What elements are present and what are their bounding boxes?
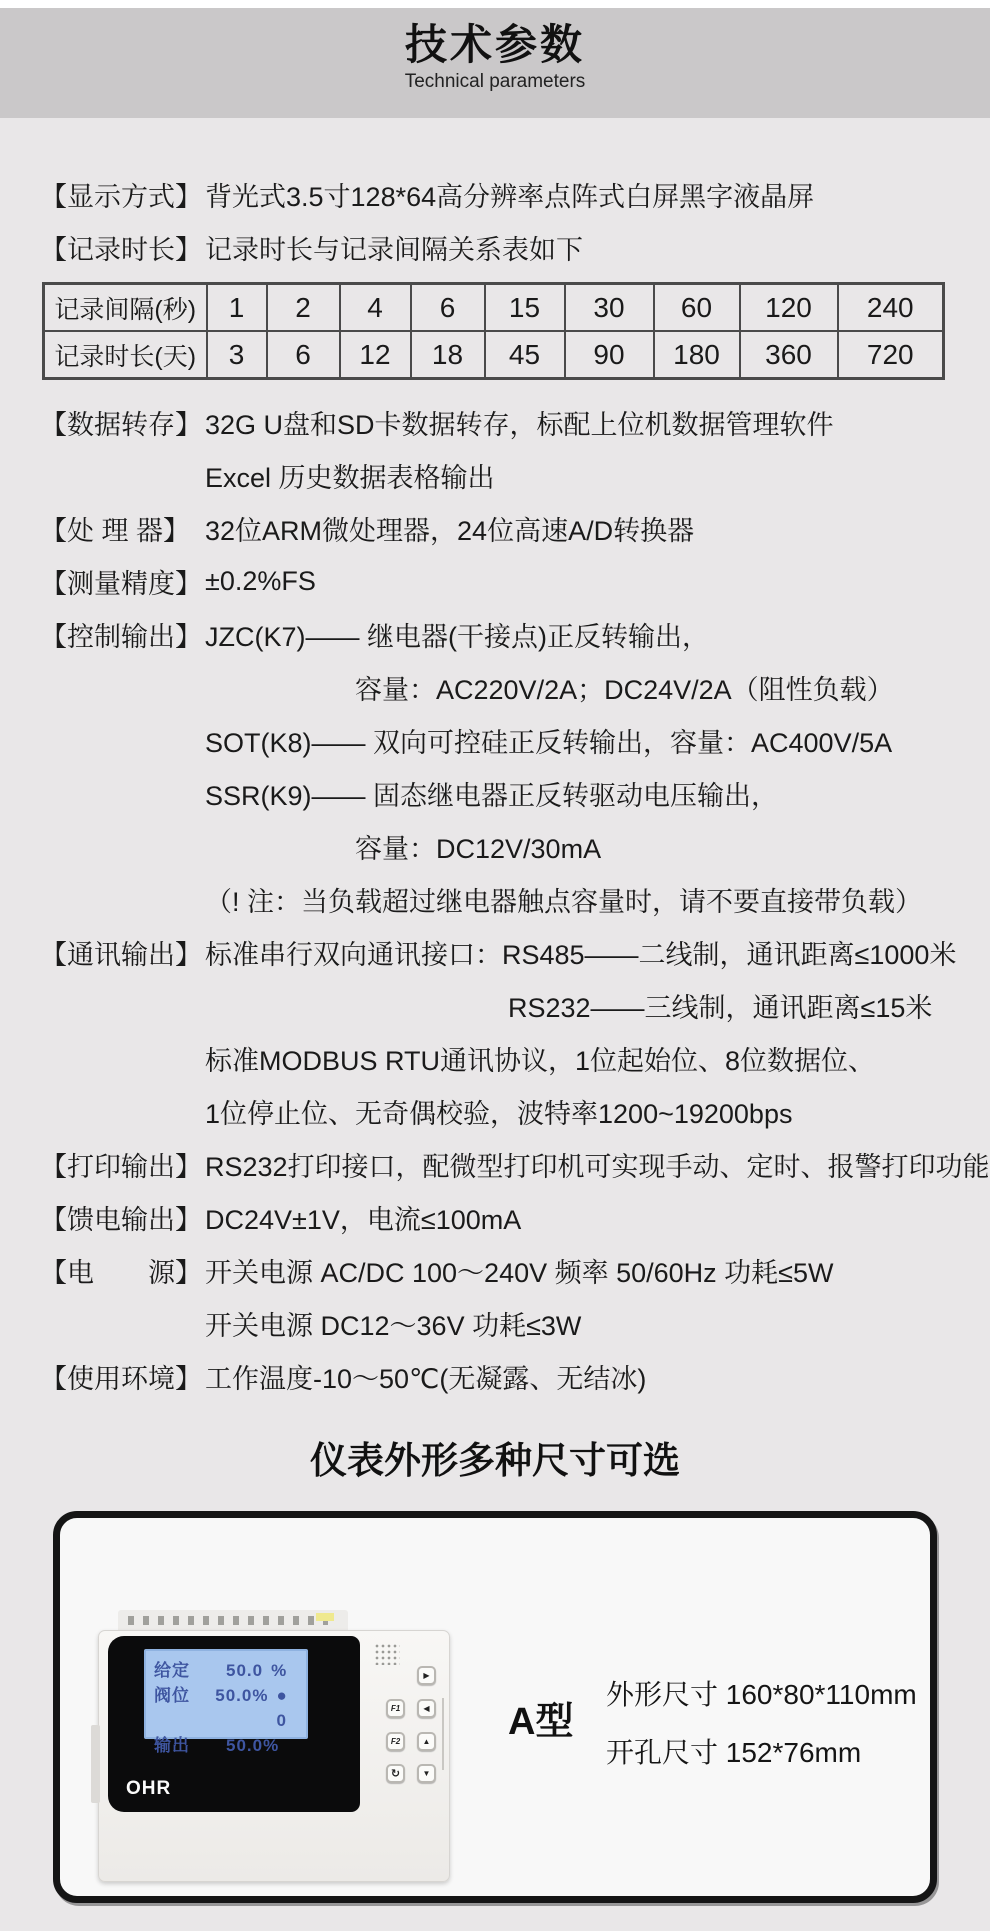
spec-line	[40, 1350, 970, 1403]
brand-logo: OHR	[126, 1778, 172, 1799]
spec-list	[0, 118, 990, 1403]
record-table	[42, 282, 970, 380]
lcd-text: 50.0%	[226, 1736, 280, 1755]
arrow-left-key-icon: ◀	[417, 1699, 436, 1718]
spec-value: SSR(K9)—— 固态继电器正反转驱动电压输出，	[205, 781, 779, 811]
dimension-text	[606, 1666, 917, 1782]
spec-value: RS232——三线制，通讯距离≤15米	[508, 993, 933, 1023]
spec-line	[40, 221, 970, 274]
record-table-row-header: 记录间隔(秒)	[44, 284, 207, 332]
model-label: A型	[508, 1701, 574, 1743]
record-table-cell: 45	[485, 331, 565, 379]
spec-line	[40, 926, 970, 979]
spec-line	[40, 502, 970, 555]
spec-line	[40, 555, 970, 608]
spec-label: 【测量精度】	[40, 569, 202, 599]
spec-line	[40, 979, 970, 1032]
spec-line	[40, 1297, 970, 1350]
arrow-up-key-icon: ▲	[417, 1732, 436, 1751]
spec-value: 32G U盘和SD卡数据转存，标配上位机数据管理软件	[205, 410, 834, 440]
spec-value: SOT(K8)—— 双向可控硅正反转输出，容量：AC400V/5A	[205, 728, 893, 758]
spec-label: 【控制输出】	[40, 622, 202, 652]
spec-value: （! 注：当负载超过继电器触点容量时，请不要直接带负载）	[205, 887, 923, 917]
spec-label: 【处 理 器】	[40, 516, 191, 546]
spec-value: 记录时长与记录间隔关系表如下	[205, 235, 583, 265]
record-table-cell: 2	[267, 284, 340, 332]
record-table-cell: 240	[838, 284, 944, 332]
spec-line	[40, 449, 970, 502]
spec-value: 标准串行双向通讯接口：RS485——二线制，通讯距离≤1000米	[205, 940, 957, 970]
record-table-cell: 60	[654, 284, 740, 332]
label-chip	[316, 1613, 334, 1621]
spec-value: 容量：AC220V/2A；DC24V/2A（阻性负载）	[355, 675, 894, 705]
spec-label: 【记录时长】	[40, 235, 202, 265]
spec-value: RS232打印接口，配微型打印机可实现手动、定时、报警打印功能	[205, 1152, 990, 1182]
top-white-strip	[0, 0, 990, 8]
record-table-cell: 720	[838, 331, 944, 379]
cutout-dimension: 开孔尺寸 152*76mm	[606, 1737, 862, 1768]
f2-key: F2	[386, 1732, 405, 1751]
spec-value: 32位ARM微处理器，24位高速A/D转换器	[205, 516, 695, 546]
record-table-cell: 6	[411, 284, 485, 332]
lcd-screen	[144, 1649, 308, 1755]
spec-line	[40, 714, 970, 767]
spec-line	[40, 767, 970, 820]
spec-line	[40, 820, 970, 873]
spec-line	[40, 1032, 970, 1085]
mounting-tab	[91, 1725, 100, 1803]
lcd-text: %	[271, 1661, 288, 1680]
lcd-row	[154, 1683, 298, 1733]
record-table-cell: 120	[740, 284, 838, 332]
record-table-row	[44, 331, 944, 379]
spec-value: 容量：DC12V/30mA	[355, 834, 602, 864]
spec-label: 【电 源】	[40, 1258, 202, 1288]
spec-line	[40, 873, 970, 926]
lcd-text: 输出	[154, 1736, 190, 1755]
spec-label: 【显示方式】	[40, 182, 202, 212]
spec-label: 【使用环境】	[40, 1364, 202, 1394]
record-table-row-header: 记录时长(天)	[44, 331, 207, 379]
spec-label: 【通讯输出】	[40, 940, 202, 970]
record-table-cell: 18	[411, 331, 485, 379]
spec-value: 1位停止位、无奇偶校验，波特率1200~19200bps	[205, 1099, 793, 1129]
record-table-row	[44, 284, 944, 332]
spec-value: JZC(K7)—— 继电器(干接点)正反转输出，	[205, 622, 709, 652]
record-table-cell: 4	[340, 284, 411, 332]
record-table-cell: 6	[267, 331, 340, 379]
spec-line	[40, 608, 970, 661]
lcd-row	[154, 1658, 298, 1683]
spec-value: 标准MODBUS RTU通讯协议，1位起始位、8位数据位、	[205, 1046, 876, 1076]
record-table-cell: 90	[565, 331, 654, 379]
vent-slots	[128, 1616, 328, 1625]
spec-value: 开关电源 DC12～36V 功耗≤3W	[205, 1311, 582, 1341]
lcd-text: 阀位	[154, 1686, 190, 1705]
spec-line	[40, 168, 970, 221]
spec-value: 工作温度-10～50℃(无凝露、无结冰)	[205, 1364, 647, 1394]
spec-label: 【馈电输出】	[40, 1205, 202, 1235]
record-table-cell: 12	[340, 331, 411, 379]
spec-line	[40, 396, 970, 449]
spec-line	[40, 661, 970, 714]
spec-value: DC24V±1V，电流≤100mA	[205, 1205, 522, 1235]
outline-heading: 仪表外形多种尺寸可选	[310, 1440, 680, 1481]
spec-line	[40, 1085, 970, 1138]
spec-value: ±0.2%FS	[205, 566, 316, 596]
speaker-grille	[374, 1643, 400, 1665]
record-table-cell: 3	[207, 331, 267, 379]
record-table-cell: 1	[207, 284, 267, 332]
outline-box	[53, 1511, 937, 1903]
spec-label: 【数据转存】	[40, 410, 202, 440]
arrow-right-key-icon: ▶	[417, 1666, 436, 1685]
arrow-down-key-icon: ▼	[417, 1764, 436, 1783]
page-header	[0, 8, 990, 118]
lcd-text: ● 0	[276, 1686, 288, 1730]
spec-line	[40, 1191, 970, 1244]
side-slot	[442, 1698, 444, 1770]
record-table-cell: 30	[565, 284, 654, 332]
spec-line	[40, 1244, 970, 1297]
lcd-text: 50.0	[226, 1661, 264, 1680]
loop-key-icon: ↻	[386, 1764, 405, 1783]
spec-value: 背光式3.5寸128*64高分辨率点阵式白屏黑字液晶屏	[205, 182, 815, 212]
lcd-row	[154, 1733, 298, 1758]
record-table-cell: 180	[654, 331, 740, 379]
spec-value: Excel 历史数据表格输出	[205, 463, 495, 493]
spec-label: 【打印输出】	[40, 1152, 202, 1182]
record-table-cell: 360	[740, 331, 838, 379]
lcd-text: 50.0%	[215, 1686, 269, 1705]
page-subtitle: Technical parameters	[404, 71, 586, 92]
record-table-cell: 15	[485, 284, 565, 332]
outer-dimension: 外形尺寸 160*80*110mm	[606, 1679, 917, 1710]
instrument-photo	[98, 1610, 453, 1880]
page-title: 技术参数	[404, 21, 585, 68]
spec-line	[40, 1138, 990, 1191]
lcd-text: 给定	[154, 1661, 190, 1680]
spec-value: 开关电源 AC/DC 100～240V 频率 50/60Hz 功耗≤5W	[205, 1258, 834, 1288]
f1-key: F1	[386, 1699, 405, 1718]
